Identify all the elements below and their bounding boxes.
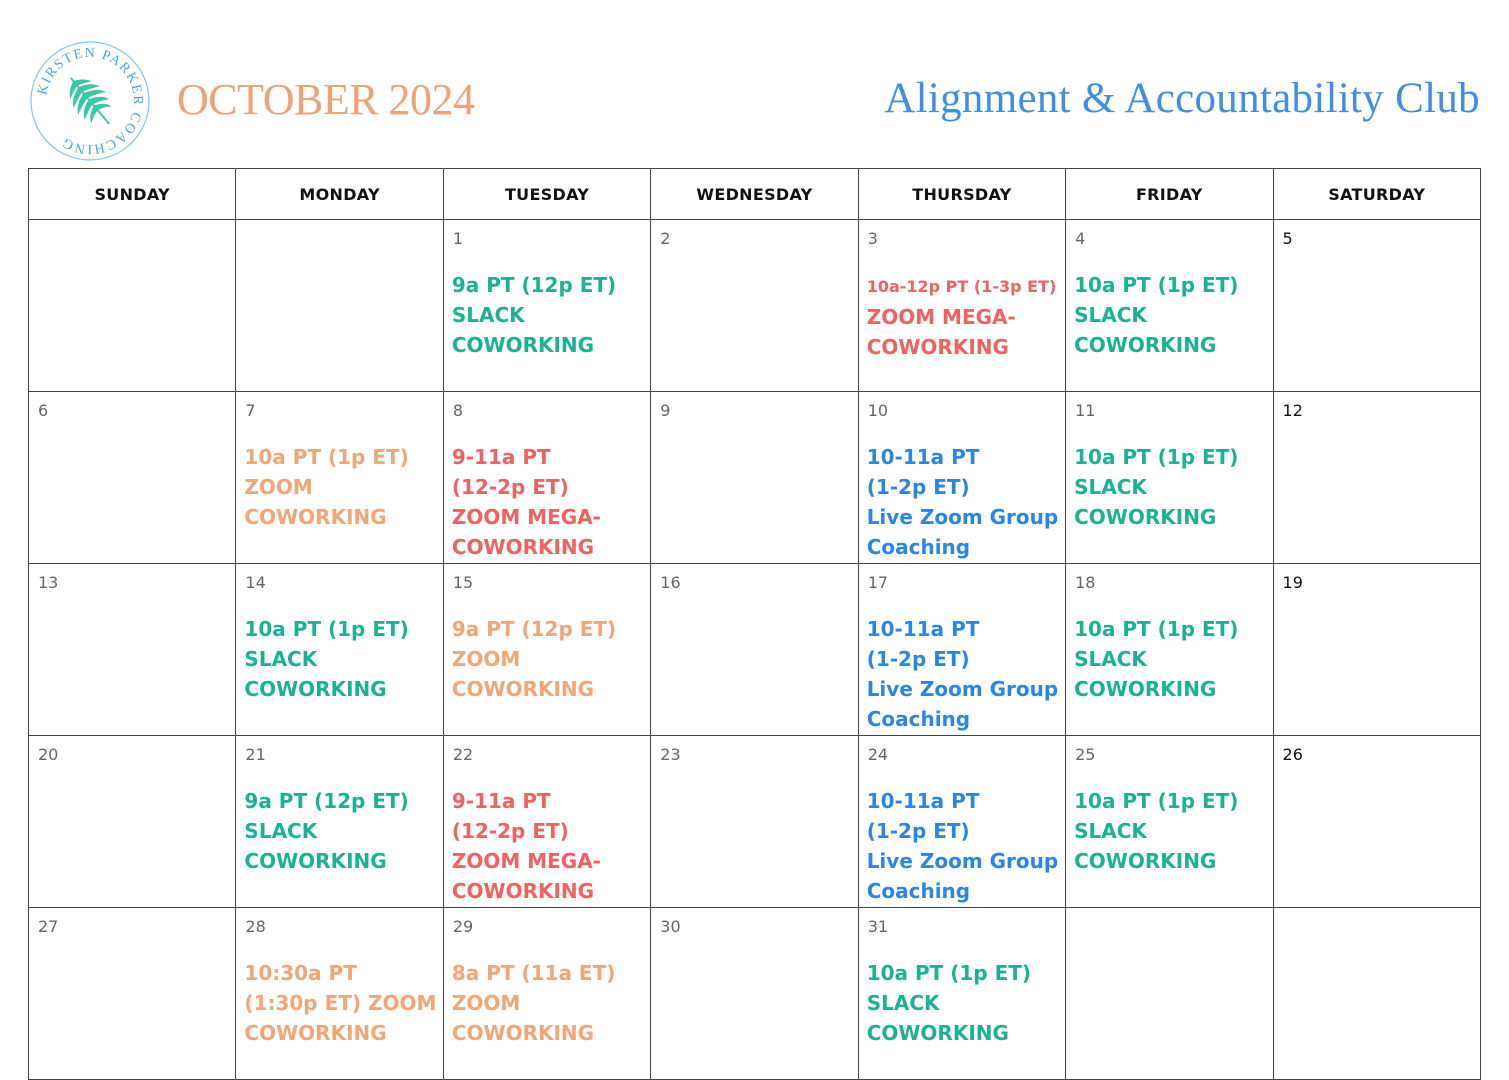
event-label: 10-11a PT (1-2p ET) Live Zoom Group Coaching <box>866 617 1059 731</box>
event-label: 8a PT (11a ET) ZOOM COWORKING <box>451 961 616 1045</box>
event-label: 9a PT (12p ET) SLACK COWORKING <box>244 789 409 873</box>
week-row <box>29 564 1481 736</box>
event-label: 10-11a PT (1-2p ET) Live Zoom Group Coaching <box>866 789 1059 903</box>
day-number: 12 <box>1282 401 1303 420</box>
day-cell <box>443 736 650 908</box>
day-cell <box>236 736 443 908</box>
logo <box>29 40 151 162</box>
day-cell <box>1066 908 1273 1080</box>
day-number: 1 <box>452 229 464 248</box>
day-number: 18 <box>1075 573 1096 592</box>
logo-text: KIRSTEN PARKER COACHING <box>35 45 146 157</box>
day-cell <box>29 220 236 392</box>
day-number: 28 <box>245 917 266 936</box>
week-row <box>29 908 1481 1080</box>
day-cell <box>1066 220 1273 392</box>
day-cell <box>1273 564 1480 736</box>
weekday-header: SATURDAY <box>1273 169 1480 220</box>
weekday-header: WEDNESDAY <box>651 169 858 220</box>
weekday-header: TUESDAY <box>443 169 650 220</box>
day-cell <box>236 392 443 564</box>
day-number: 22 <box>452 745 474 764</box>
day-number: 2 <box>660 229 671 248</box>
day-cell <box>651 220 858 392</box>
event-label: 9-11a PT (12-2p ET) ZOOM MEGA- COWORKING <box>451 445 601 559</box>
day-number: 26 <box>1282 745 1303 764</box>
day-cell <box>1273 736 1480 908</box>
event-label: 10a-12p PT (1-3p ET) ZOOM MEGA- COWORKING <box>866 277 1057 359</box>
day-number: 4 <box>1075 229 1086 248</box>
day-number: 16 <box>660 573 681 592</box>
day-cell <box>1273 220 1480 392</box>
day-number: 13 <box>38 573 59 592</box>
day-cell <box>858 564 1065 736</box>
weekday-header: THURSDAY <box>858 169 1065 220</box>
day-cell <box>443 220 650 392</box>
event-label: 10a PT (1p ET) SLACK COWORKING <box>1074 273 1239 357</box>
event-time: 10a-12p PT (1-3p ET) <box>866 277 1057 296</box>
day-cell <box>443 564 650 736</box>
weekday-header-row <box>29 169 1481 220</box>
day-number: 27 <box>38 917 59 936</box>
event-label: 10a PT (1p ET) SLACK COWORKING <box>1074 445 1239 529</box>
event-label: 9-11a PT (12-2p ET) ZOOM MEGA- COWORKING <box>451 789 601 903</box>
event-label: 9a PT (12p ET) SLACK COWORKING <box>451 273 617 357</box>
day-number: 30 <box>660 917 681 936</box>
day-number: 20 <box>38 745 59 764</box>
event-label: 10a PT (1p ET) ZOOM COWORKING <box>244 445 409 529</box>
event-label: 10a PT (1p ET) SLACK COWORKING <box>1074 789 1239 873</box>
event-label: 10a PT (1p ET) SLACK COWORKING <box>244 617 409 701</box>
day-number: 19 <box>1282 573 1303 592</box>
day-number: 3 <box>867 229 878 248</box>
day-cell <box>651 564 858 736</box>
day-number: 11 <box>1075 401 1096 420</box>
day-number: 9 <box>660 401 671 420</box>
day-number: 21 <box>245 745 266 764</box>
club-title: Alignment & Accountability Club <box>884 75 1480 122</box>
day-cell <box>29 392 236 564</box>
day-cell <box>443 908 650 1080</box>
day-cell <box>1273 908 1480 1080</box>
day-number: 29 <box>452 917 474 936</box>
day-number: 7 <box>245 401 256 420</box>
calendar-grid <box>28 168 1481 1080</box>
day-number: 25 <box>1075 745 1096 764</box>
day-cell <box>651 392 858 564</box>
day-number: 17 <box>867 573 889 592</box>
day-cell <box>858 392 1065 564</box>
day-cell <box>1066 736 1273 908</box>
day-number: 14 <box>245 573 266 592</box>
day-cell <box>236 564 443 736</box>
day-number: 15 <box>452 573 474 592</box>
day-number: 24 <box>867 745 889 764</box>
day-cell <box>858 908 1065 1080</box>
weekday-header: MONDAY <box>236 169 443 220</box>
weekday-header: FRIDAY <box>1066 169 1273 220</box>
day-cell <box>1066 392 1273 564</box>
day-cell <box>858 736 1065 908</box>
day-cell <box>858 220 1065 392</box>
day-cell <box>29 908 236 1080</box>
day-number: 8 <box>452 401 464 420</box>
day-cell <box>651 908 858 1080</box>
event-label: 10a PT (1p ET) SLACK COWORKING <box>866 961 1032 1045</box>
day-cell <box>236 908 443 1080</box>
event-label: 9a PT (12p ET) ZOOM COWORKING <box>451 617 617 701</box>
weekday-header: SUNDAY <box>29 169 236 220</box>
day-number: 23 <box>660 745 681 764</box>
event-label: 10:30a PT (1:30p ET) ZOOM COWORKING <box>244 961 437 1045</box>
day-cell <box>29 564 236 736</box>
day-cell <box>1273 392 1480 564</box>
day-cell <box>443 392 650 564</box>
event-label: 10-11a PT (1-2p ET) Live Zoom Group Coaching <box>866 445 1059 559</box>
week-row <box>29 736 1481 908</box>
palm-leaf-logo-icon <box>29 40 151 162</box>
day-cell <box>236 220 443 392</box>
week-row <box>29 392 1481 564</box>
day-number: 10 <box>867 401 889 420</box>
event-label: 10a PT (1p ET) SLACK COWORKING <box>1074 617 1239 701</box>
week-row <box>29 220 1481 392</box>
month-title: OCTOBER 2024 <box>177 75 475 124</box>
day-number: 5 <box>1282 229 1293 248</box>
day-cell <box>651 736 858 908</box>
day-number: 31 <box>867 917 889 936</box>
day-cell <box>1066 564 1273 736</box>
day-cell <box>29 736 236 908</box>
day-number: 6 <box>38 401 49 420</box>
